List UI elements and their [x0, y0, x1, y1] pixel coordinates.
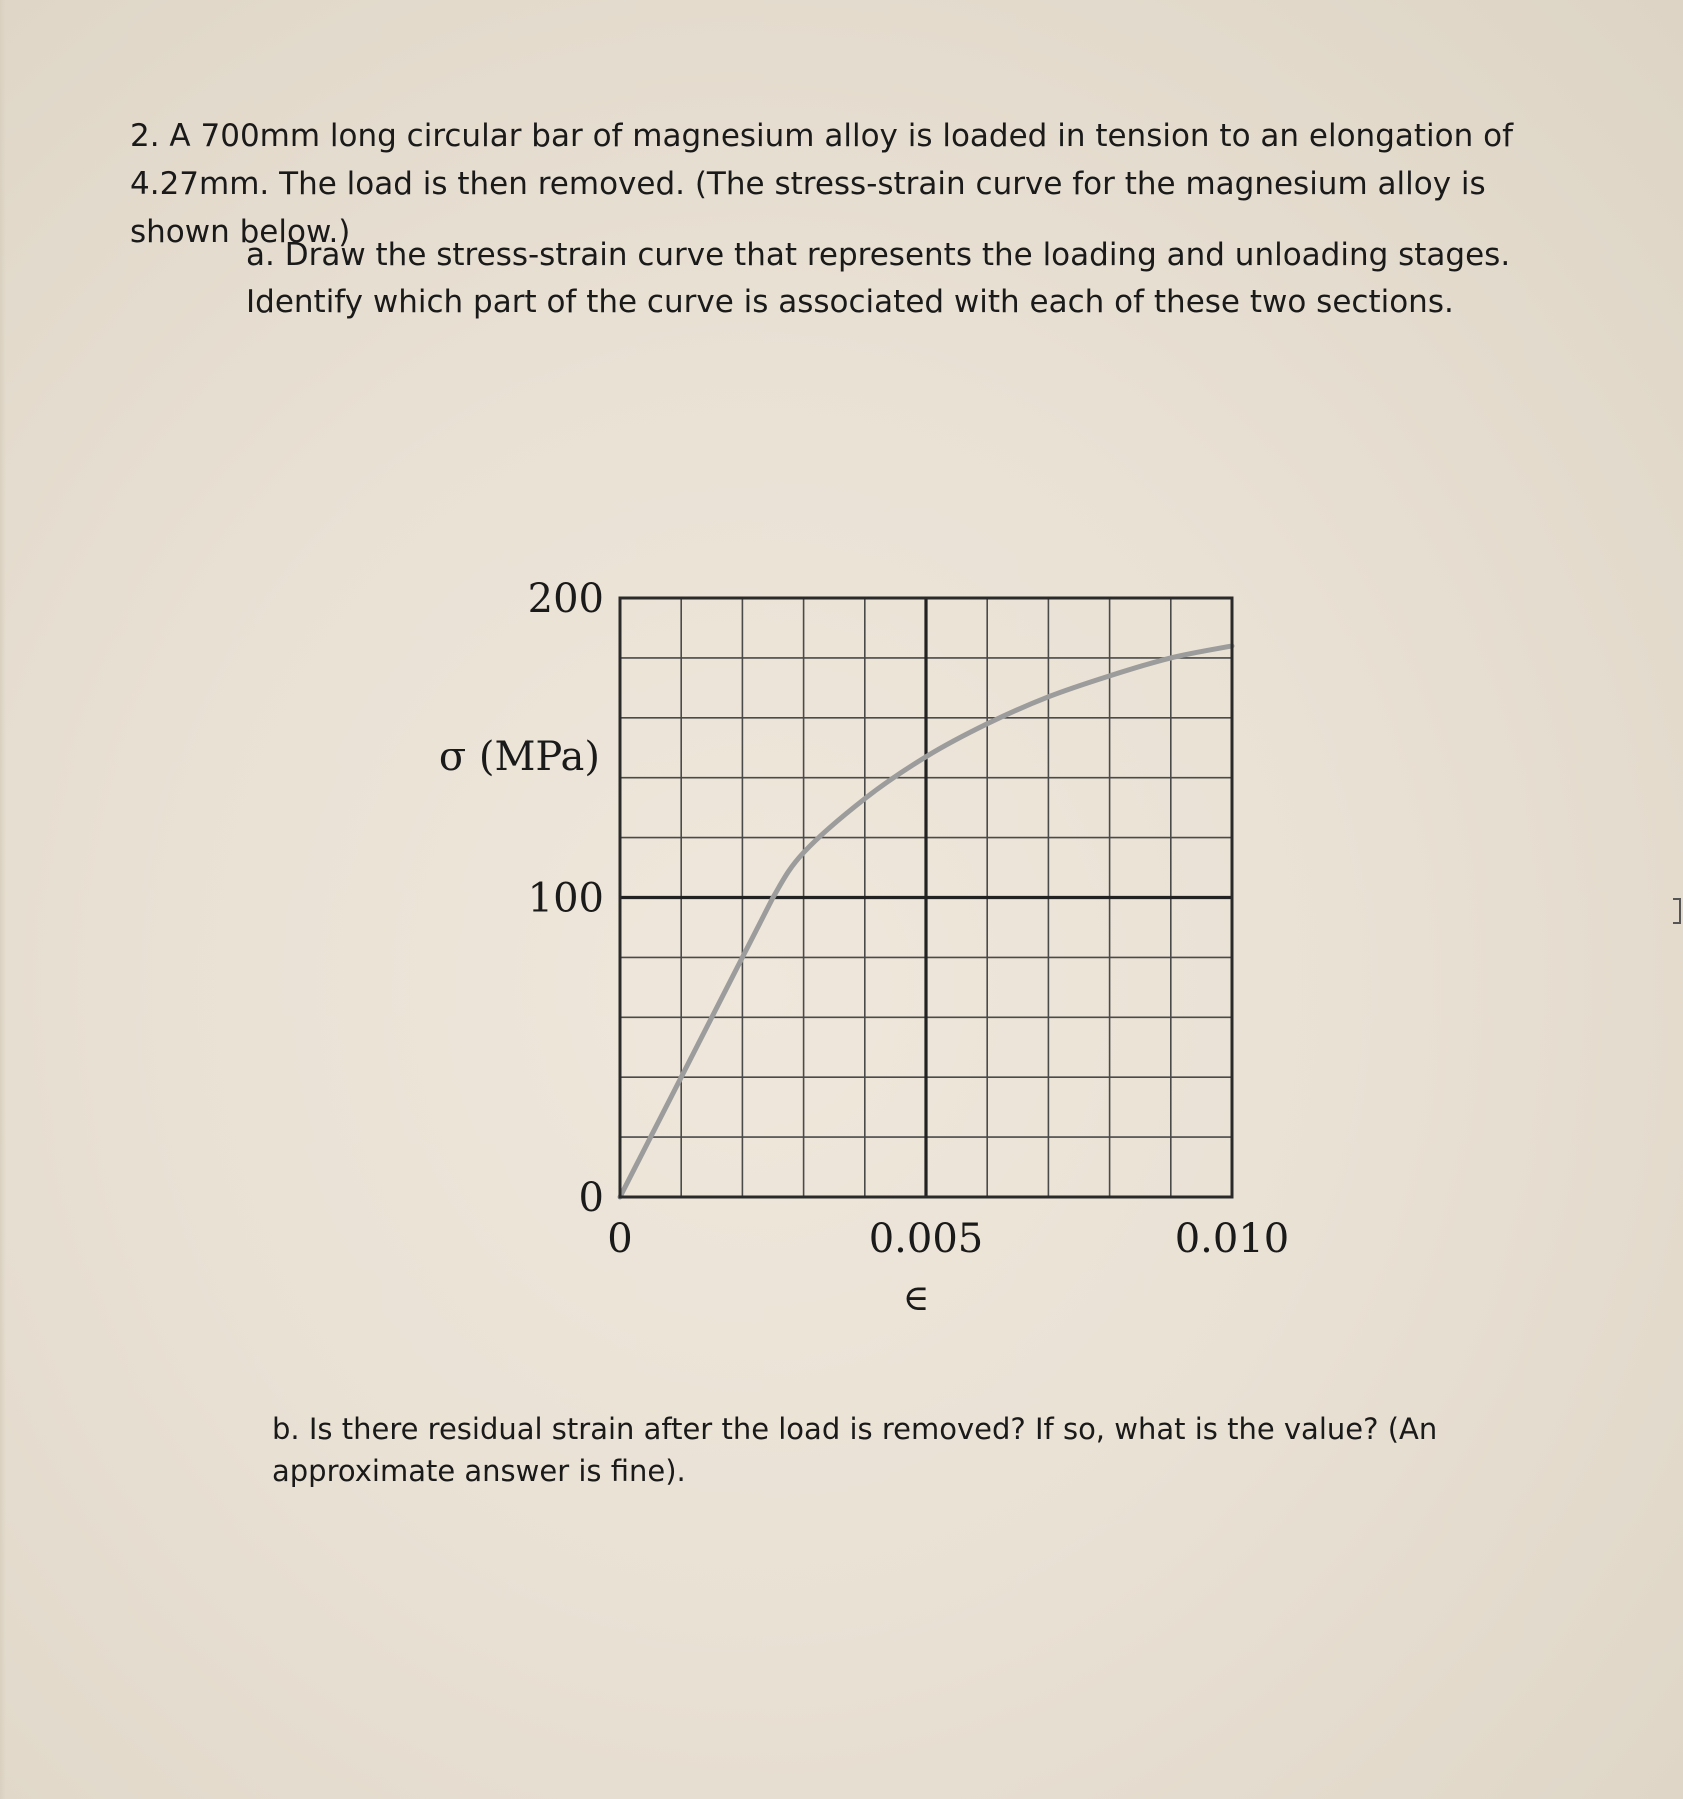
chart-grid-major [620, 598, 1232, 1197]
y-tick-label: 0 [578, 1175, 604, 1221]
question-main-text: 2. A 700mm long circular bar of magnesium alloy is loaded in tension to an elongation of 4.27mm. The load is then removed. (The stress-strain curve for the magnesium alloy is shown below.) [130, 118, 1513, 250]
edge-bracket-mark [1673, 898, 1681, 924]
x-axis-label: ∈ [902, 1278, 930, 1319]
x-tick-label: 0.010 [1174, 1216, 1290, 1262]
y-tick-labels [528, 576, 604, 1221]
y-tick-label: 200 [527, 576, 604, 622]
y-tick-label: 100 [527, 875, 604, 922]
question-part-b-text: b. Is there residual strain after the load is removed? If so, what is the value? (An approximate answer is fine). [272, 1412, 1438, 1488]
question-part-a-text: a. Draw the stress-strain curve that represents the loading and unloading stages. Identify which part of the curve is associated with each of these two sections. [246, 237, 1511, 320]
y-axis-label: σ (MPa) [438, 734, 600, 780]
x-tick-labels [607, 1216, 1289, 1262]
x-tick-label: 0.005 [868, 1216, 984, 1262]
x-tick-label: 0 [607, 1216, 633, 1262]
